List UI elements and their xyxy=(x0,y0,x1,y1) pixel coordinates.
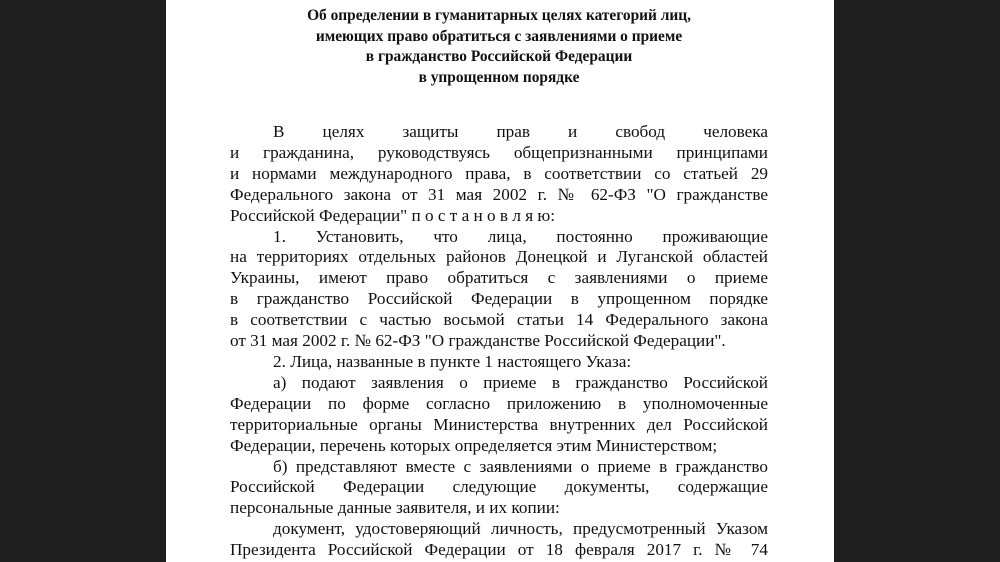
text-line: а) подают заявления о приеме в гражданство Российской xyxy=(273,372,768,392)
text-line: в гражданство Российской Федерации в упрощенном порядке xyxy=(230,289,768,309)
text-line: и нормами международного права, в соответствии со статьей 29 xyxy=(230,163,768,183)
document-list-paragraph xyxy=(230,519,768,561)
clause-2a-paragraph xyxy=(230,373,768,457)
decree-document xyxy=(230,0,768,561)
document-body xyxy=(230,122,768,561)
text-line: от 31 мая 2002 г. № 62-ФЗ "О гражданстве Российской Федерации". xyxy=(230,331,726,351)
preamble-paragraph xyxy=(230,122,768,227)
clause-1-paragraph xyxy=(230,227,768,352)
title-line: имеющих право обратиться с заявлениями о приеме xyxy=(315,27,683,45)
document-title xyxy=(230,6,768,88)
text-line: б) представляют вместе с заявлениями о приеме в гражданство xyxy=(273,456,768,476)
clause-2b-paragraph xyxy=(230,457,768,520)
text-line: и гражданина, руководствуясь общепризнанными принципами xyxy=(230,142,768,162)
text-line: территориальные органы Министерства внутренних дел Российской xyxy=(230,414,768,434)
text-line: в соответствии с частью восьмой статьи 14 Федерального закона xyxy=(230,310,768,330)
document-page xyxy=(166,0,834,562)
title-line: в упрощенном порядке xyxy=(418,68,580,86)
text-line: 1. Установить, что лица, постоянно проживающие xyxy=(273,226,768,246)
text-line: Украины, имеют право обратиться с заявлениями о приеме xyxy=(230,268,768,288)
text-line: на территориях отдельных районов Донецкой и Луганской областей xyxy=(230,247,768,267)
text-line: документ, удостоверяющий личность, предусмотренный Указом xyxy=(273,519,768,539)
text-line: Федерации, перечень которых определяется этим Министерством; xyxy=(230,435,718,455)
clause-2-paragraph xyxy=(230,352,768,373)
text-line: персональные данные заявителя, и их копии: xyxy=(230,498,560,518)
text-line: 2. Лица, названные в пункте 1 настоящего Указа: xyxy=(273,351,632,371)
text-line: Федерального закона от 31 мая 2002 г. № 62-ФЗ "О гражданстве xyxy=(230,184,768,204)
text-line: Федерации по форме согласно приложению в уполномоченные xyxy=(230,393,768,413)
text-line: В целях защиты прав и свобод человека xyxy=(273,122,768,141)
text-line: Российской Федерации" п о с т а н о в л я ю: xyxy=(230,205,556,225)
text-line: Российской Федерации следующие документы, содержащие xyxy=(230,477,768,497)
title-line: в гражданство Российской Федерации xyxy=(365,48,633,65)
text-line: Президента Российской Федерации от 18 февраля 2017 г. № 74 xyxy=(230,540,768,560)
title-line: Об определении в гуманитарных целях категорий лиц, xyxy=(307,7,691,24)
